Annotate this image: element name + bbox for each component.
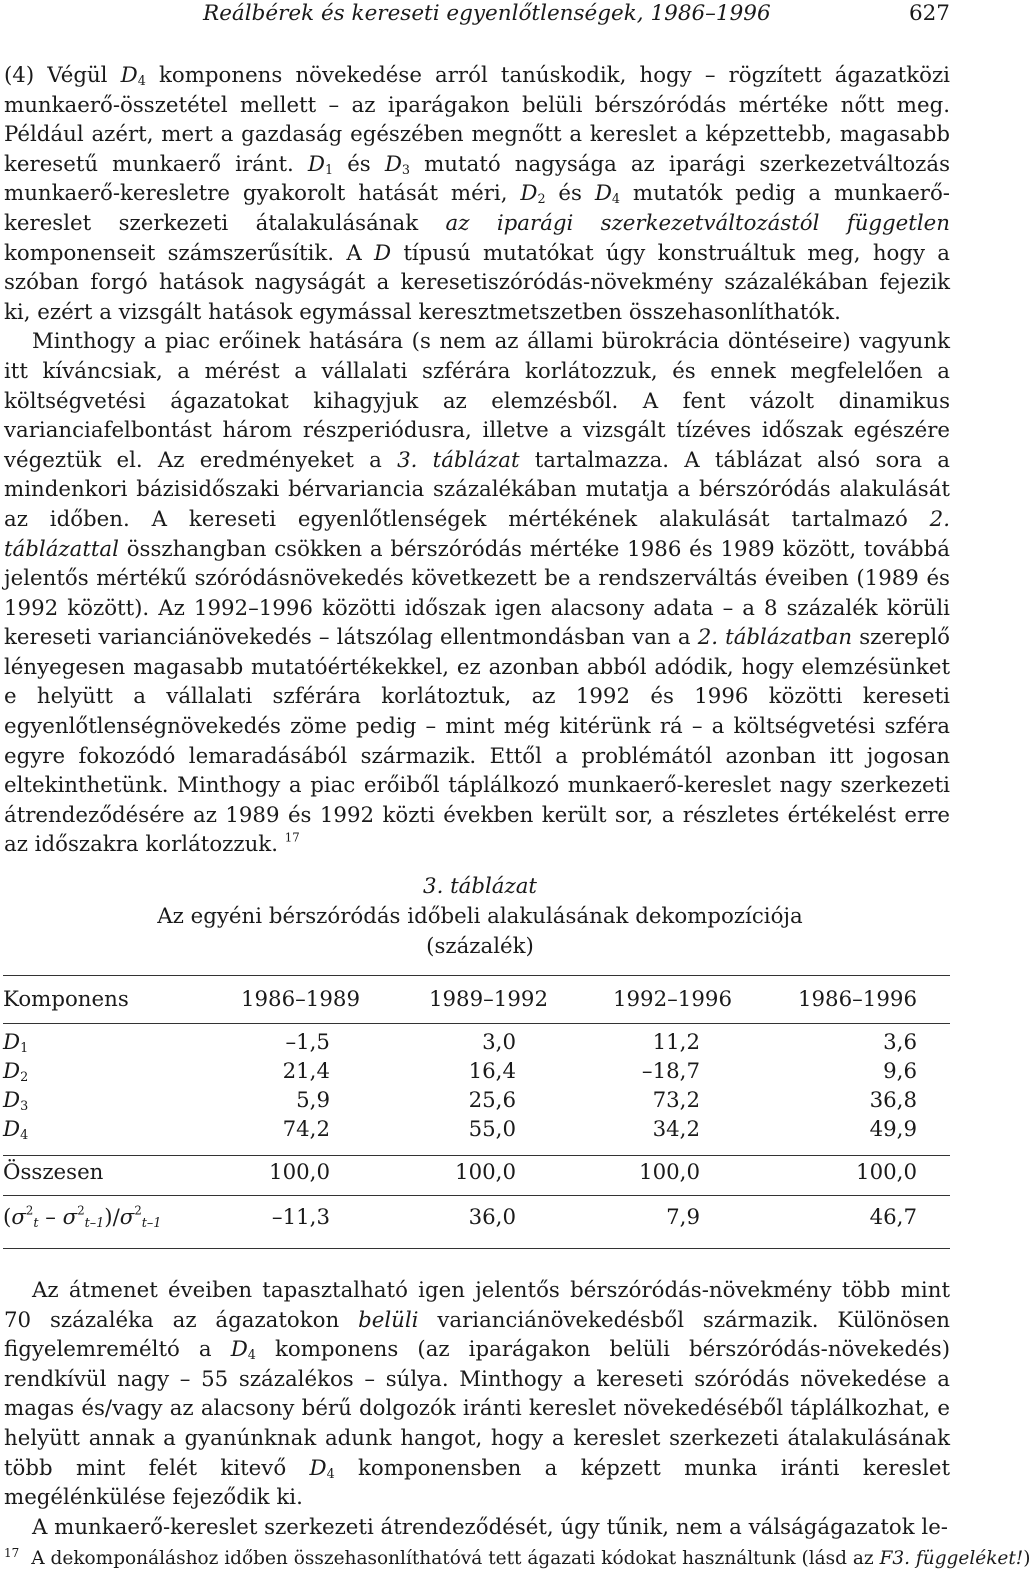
column-header: 1989–1992 <box>428 987 548 1012</box>
table-cell: 74,2 <box>282 1117 330 1142</box>
table-cell: 3,6 <box>883 1030 917 1055</box>
table-cell: 5,9 <box>296 1088 330 1113</box>
table-cell: 55,0 <box>468 1117 516 1142</box>
table-number: 3. táblázat <box>423 874 537 899</box>
table-cell: 7,9 <box>666 1205 700 1230</box>
table-row <box>3 1086 950 1116</box>
table-rule-total <box>3 1195 950 1196</box>
table-rule-top <box>3 975 950 976</box>
table-cell: 100,0 <box>455 1160 516 1185</box>
table-cell: –18,7 <box>641 1059 700 1084</box>
row-label: $D_4$ <box>3 1117 29 1144</box>
table-cell: 21,4 <box>282 1059 330 1084</box>
footnote-ref: 17 <box>284 831 300 846</box>
row-label: $D_2$ <box>3 1059 29 1086</box>
column-header: 1986–1989 <box>240 987 360 1012</box>
table-cell: 49,9 <box>869 1117 917 1142</box>
column-header-component: Komponens <box>3 987 129 1012</box>
paragraph-d4-explanation: (4) Végül $D_4$ komponens növekedése arról tanúskodik, hogy – rögzített ágazatközi munkaerő-összetétel mellett – az iparágakon belüli bérszóródás mértéke nőtt meg. Például azért, mert a gazdaság egészében megnőtt a kereslet a képzettebb, magasabb keresetű munkaerő iránt. $D_1$ és $D_3$ mutató nagysága az iparági szerkezetváltozás munkaerő-keresletre gyakorolt hatását méri, $D_2$ és $D_4$ mutatók pedig a munkaerő-kereslet szerkezeti átalakulásának az iparági szerkezetváltozástól független komponenseit számszerűsítik. A D típusú mutatókat úgy konstruáltuk meg, hogy a szóban forgó hatások nagyságát a keresetiszóródás-növekmény százalékában fejezik ki, ezért a vizsgált hatások egymással keresztmetszetben összehasonlíthatók. <box>4 63 951 325</box>
row-label: $D_1$ <box>3 1030 29 1057</box>
page-number: 627 <box>908 1 950 26</box>
table-rule-bottom <box>3 1248 950 1249</box>
page-header <box>0 0 950 30</box>
table-total-row <box>3 1158 950 1188</box>
table-cell: 36,0 <box>468 1205 516 1230</box>
row-label: $D_3$ <box>3 1088 29 1115</box>
table-cell: 36,8 <box>869 1088 917 1113</box>
row-label-total: Összesen <box>3 1160 104 1185</box>
table-cell: –1,5 <box>285 1030 330 1055</box>
row-label-variance-formula: $(\sigma^2_t - \sigma^2_{t-1})/\sigma^2_{t-1}$ <box>3 1203 162 1232</box>
table-row <box>3 1057 950 1087</box>
paragraph-transition-years: Az átmenet éveiben tapasztalható igen jelentős bérszóródás-növekmény több mint 70 százaléka az ágazatokon belüli varianciánövekedésből származik. Különösen figyelemreméltó a $D_4$ komponens (az iparágakon belüli bérszóródás-növekedés) rendkívül nagy – 55 százalékos – súlya. Minthogy a kereseti szóródás növekedése a magas és/vagy az alacsony bérű dolgozók iránti kereslet növekedéséből táplálkozhat, e helyütt annak a gyanúnknak adunk hangot, hogy a kereslet szerkezeti átalakulásának több mint felét kitevő $D_4$ komponensben a képzett munka iránti kereslet megélénkülése fejeződik ki. <box>4 1278 950 1511</box>
footnote-mark: 17 <box>4 1546 20 1560</box>
table-cell: 3,0 <box>482 1030 516 1055</box>
table-rule-header <box>3 1023 950 1024</box>
table-row <box>3 1115 950 1145</box>
running-title: Reálbérek és kereseti egyenlőtlenségek, 1986–1996 <box>203 1 771 26</box>
column-header: 1986–1996 <box>797 987 917 1012</box>
table-title: Az egyéni bérszóródás időbeli alakulásának dekompozíciója <box>157 904 803 929</box>
table-cell: 25,6 <box>468 1088 516 1113</box>
body-text-top <box>4 61 950 860</box>
table-cell: 100,0 <box>856 1160 917 1185</box>
table-cell: 100,0 <box>269 1160 330 1185</box>
table-cell: 16,4 <box>468 1059 516 1084</box>
table-cell: 46,7 <box>869 1205 917 1230</box>
table-header-row <box>3 985 950 1015</box>
table-cell: 100,0 <box>639 1160 700 1185</box>
footnote: $^{17}$ A dekomponáláshoz időben összehasonlíthatóvá tett ágazati kódokat használtunk (lásd az F3. függeléket!) <box>4 1546 1030 1569</box>
table-row <box>3 1028 950 1058</box>
table-cell: 9,6 <box>883 1059 917 1084</box>
paragraph-restructuring: A munkaerő-kereslet szerkezeti átrendeződését, úgy tűnik, nem a válságágazatok le- <box>32 1514 949 1540</box>
table-cell: 34,2 <box>652 1117 700 1142</box>
table-cell: 73,2 <box>652 1088 700 1113</box>
table-rule-body <box>3 1155 950 1156</box>
table-variance-row <box>3 1203 950 1233</box>
table-cell: –11,3 <box>271 1205 330 1230</box>
table-unit: (százalék) <box>426 934 534 959</box>
body-text-bottom <box>4 1276 950 1542</box>
column-header: 1992–1996 <box>612 987 732 1012</box>
paragraph-market-forces: Minthogy a piac erőinek hatására (s nem az állami bürokrácia döntéseire) vagyunk itt kíváncsiak, a mérést a vállalati szférára korlátozzuk, és ennek megfelelően a költségvetési ágazatokat kihagyjuk az elemzésből. A fent vázolt dinamikus varianciafelbontást három részperiódusra, illetve a vizsgált tízéves időszak egészére végeztük el. Az eredményeket a 3. táblázat tartalmazza. A táblázat alsó sora a mindenkori bázisidőszaki bérvariancia százalékában mutatja a bérszóródás alakulását az időben. A kereseti egyenlőtlenségek mértékének alakulását tartalmazó 2. táblázattal összhangban csökken a bérszóródás mértéke 1986 és 1989 között, továbbá jelentős mértékű szóródásnövekedés következett be a rendszerváltás éveiben (1989 és 1992 között). Az 1992–1996 közötti időszak igen alacsony adata – a 8 százalék körüli kereseti varianciánövekedés – látszólag ellentmondásban van a 2. táblázatban szereplő lényegesen magasabb mutatóértékekkel, ez azonban abból adódik, hogy elemzésünket e helyütt a vállalati szférára korlátoztuk, az 1992 és 1996 közötti kereseti egyenlőtlenségnövekedés zöme pedig – mint még kitérünk rá – a költségvetési szféra egyre fokozódó lemaradásából származik. Ettől a problémától azonban itt jogosan eltekinthetünk. Minthogy a piac erőiből táplálkozó munkaerő-kereslet nagy szerkezeti átrendeződésére az 1989 és 1992 közti években került sor, a részletes értékelést erre az időszakra korlátozzuk. $^{17}$ <box>4 329 951 858</box>
table-cell: 11,2 <box>652 1030 700 1055</box>
